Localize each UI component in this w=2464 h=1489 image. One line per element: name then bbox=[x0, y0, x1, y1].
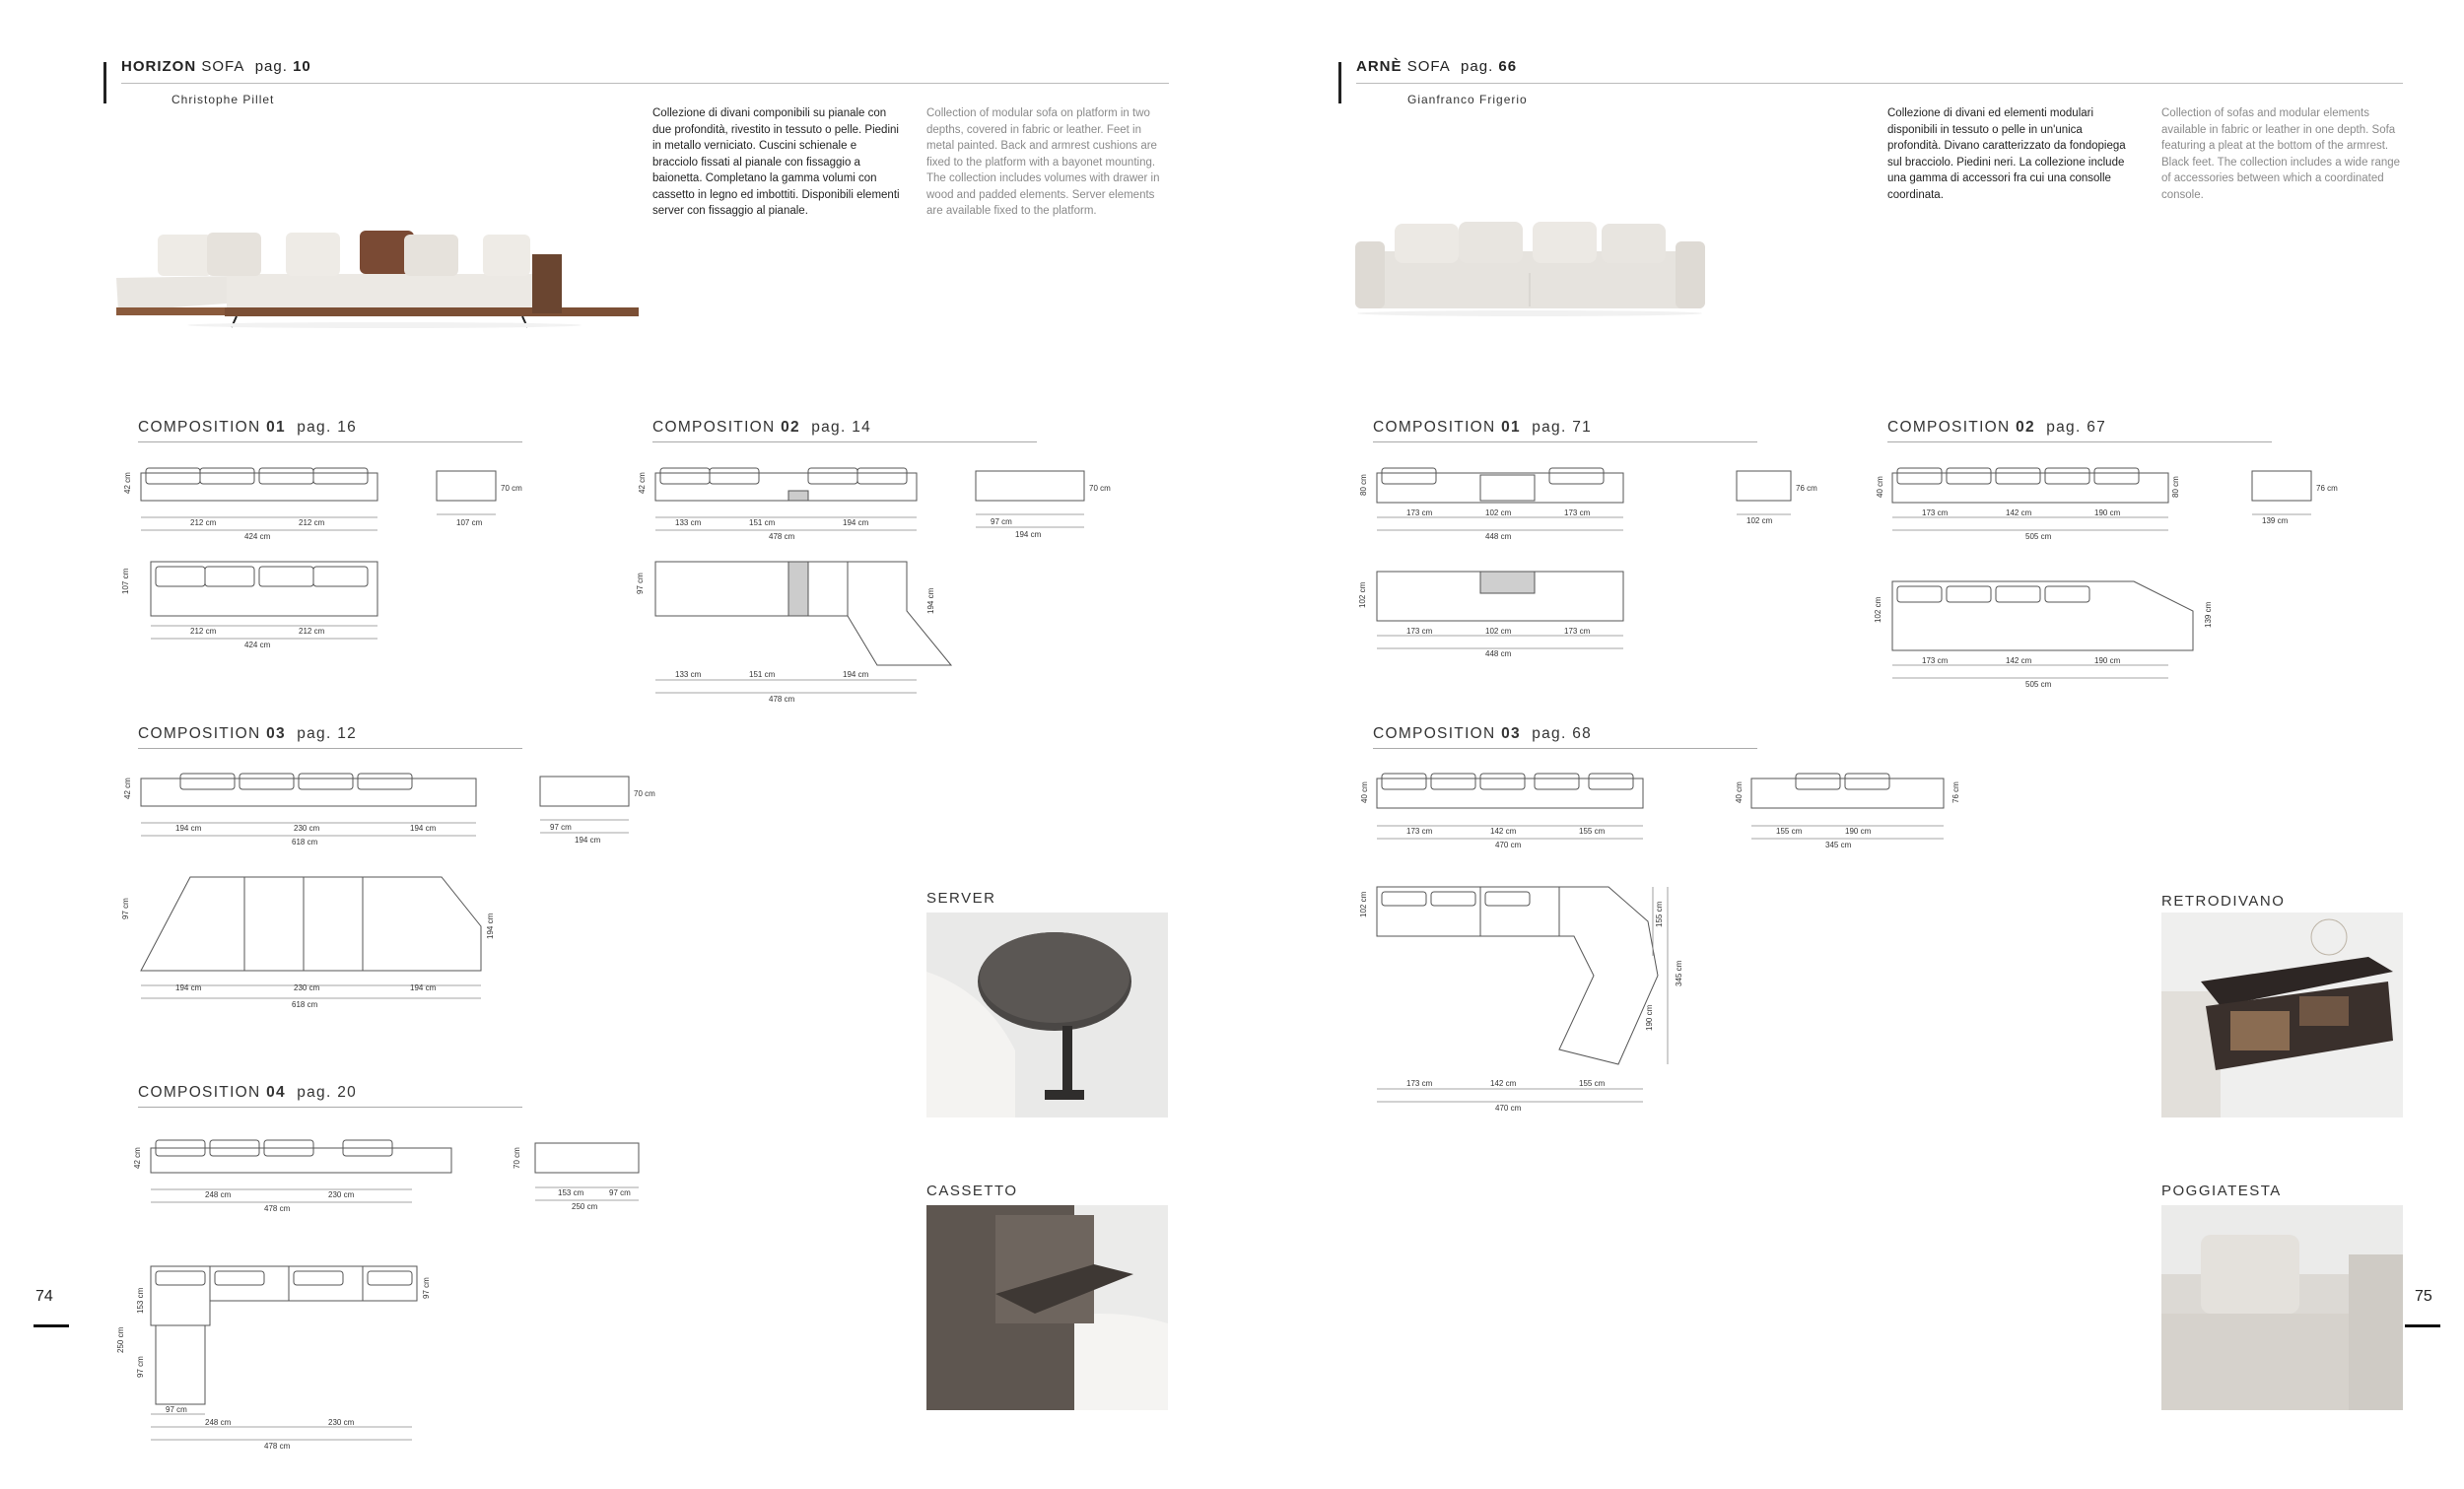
designer-name: Gianfranco Frigerio bbox=[1407, 93, 1528, 106]
svg-text:97 cm: 97 cm bbox=[422, 1277, 431, 1299]
svg-text:194 cm: 194 cm bbox=[575, 836, 601, 845]
composition-rule bbox=[652, 441, 1037, 442]
composition-02-drawings bbox=[631, 463, 1111, 710]
product-name: HORIZON bbox=[121, 58, 197, 75]
svg-text:248 cm: 248 cm bbox=[205, 1190, 232, 1199]
svg-text:40 cm: 40 cm bbox=[1735, 781, 1744, 803]
svg-text:139 cm: 139 cm bbox=[2204, 601, 2213, 628]
poggiatesta-label: POGGIATESTA bbox=[2161, 1183, 2282, 1199]
arne-header bbox=[1356, 58, 1517, 75]
svg-text:173 cm: 173 cm bbox=[1564, 627, 1591, 636]
svg-text:194 cm: 194 cm bbox=[926, 587, 935, 614]
svg-text:142 cm: 142 cm bbox=[1490, 1079, 1517, 1088]
svg-text:248 cm: 248 cm bbox=[205, 1418, 232, 1427]
svg-text:70 cm: 70 cm bbox=[634, 789, 655, 798]
svg-text:133 cm: 133 cm bbox=[675, 518, 702, 527]
svg-text:250 cm: 250 cm bbox=[116, 1326, 125, 1353]
poggiatesta-photo bbox=[2161, 1205, 2403, 1410]
svg-text:97 cm: 97 cm bbox=[636, 573, 645, 594]
retrodivano-label: RETRODIVANO bbox=[2161, 893, 2286, 910]
svg-text:97 cm: 97 cm bbox=[121, 898, 130, 919]
svg-text:194 cm: 194 cm bbox=[486, 913, 495, 939]
svg-text:470 cm: 470 cm bbox=[1495, 1104, 1522, 1113]
svg-text:102 cm: 102 cm bbox=[1358, 581, 1367, 608]
svg-text:102 cm: 102 cm bbox=[1359, 891, 1368, 917]
svg-text:173 cm: 173 cm bbox=[1922, 508, 1949, 517]
cassetto-photo bbox=[926, 1205, 1168, 1410]
svg-text:478 cm: 478 cm bbox=[264, 1442, 291, 1451]
header-rule bbox=[121, 83, 1169, 84]
composition-03-title: COMPOSITION 03 pag. 68 bbox=[1373, 725, 1593, 742]
svg-text:142 cm: 142 cm bbox=[1490, 827, 1517, 836]
composition-01-title: COMPOSITION 01 pag. 71 bbox=[1373, 419, 1593, 436]
svg-text:42 cm: 42 cm bbox=[123, 778, 132, 799]
svg-text:173 cm: 173 cm bbox=[1406, 508, 1433, 517]
horizon-sofa-photo bbox=[108, 217, 572, 330]
svg-text:70 cm: 70 cm bbox=[513, 1147, 521, 1169]
composition-03-drawings bbox=[116, 769, 668, 1025]
svg-text:151 cm: 151 cm bbox=[749, 518, 776, 527]
page-number-right: 75 bbox=[2415, 1288, 2432, 1305]
svg-text:97 cm: 97 cm bbox=[166, 1405, 187, 1414]
svg-text:194 cm: 194 cm bbox=[410, 983, 437, 992]
page-number-rule bbox=[34, 1324, 69, 1327]
header-accent-bar bbox=[103, 62, 106, 103]
composition-03-title: COMPOSITION 03 pag. 12 bbox=[138, 725, 358, 742]
svg-text:107 cm: 107 cm bbox=[456, 518, 483, 527]
svg-text:230 cm: 230 cm bbox=[294, 983, 320, 992]
svg-text:470 cm: 470 cm bbox=[1495, 841, 1522, 849]
pag-number: 66 bbox=[1498, 58, 1518, 75]
svg-text:97 cm: 97 cm bbox=[550, 823, 572, 832]
svg-text:505 cm: 505 cm bbox=[2025, 532, 2052, 541]
svg-text:173 cm: 173 cm bbox=[1406, 1079, 1433, 1088]
svg-text:102 cm: 102 cm bbox=[1485, 508, 1512, 517]
product-type: SOFA bbox=[201, 58, 245, 75]
svg-text:173 cm: 173 cm bbox=[1406, 827, 1433, 836]
svg-text:448 cm: 448 cm bbox=[1485, 649, 1512, 658]
svg-text:70 cm: 70 cm bbox=[1089, 484, 1111, 493]
svg-text:76 cm: 76 cm bbox=[1796, 484, 1817, 493]
composition-rule bbox=[138, 441, 522, 442]
svg-text:142 cm: 142 cm bbox=[2006, 508, 2032, 517]
svg-text:194 cm: 194 cm bbox=[843, 518, 869, 527]
composition-rule bbox=[1373, 748, 1757, 749]
svg-text:250 cm: 250 cm bbox=[572, 1202, 598, 1211]
description-english: Collection of modular sofa on platform in two depths, covered in fabric or leather. Feet in metal painted. Back and armrest cushions are fixed to the platform with a bayonet mounting. The collection includes volumes with drawer in wood and padded elements. Server elements are available fixed to the platform. bbox=[926, 107, 1160, 217]
svg-text:102 cm: 102 cm bbox=[1874, 596, 1882, 623]
composition-rule bbox=[138, 748, 522, 749]
composition-01-title: COMPOSITION 01 pag. 16 bbox=[138, 419, 358, 436]
server-photo bbox=[926, 913, 1168, 1117]
composition-03-drawings bbox=[1352, 769, 1983, 1123]
svg-text:42 cm: 42 cm bbox=[638, 472, 647, 494]
svg-text:80 cm: 80 cm bbox=[2171, 476, 2180, 498]
svg-text:212 cm: 212 cm bbox=[190, 627, 217, 636]
composition-04-title: COMPOSITION 04 pag. 20 bbox=[138, 1084, 358, 1101]
pag-number: 10 bbox=[293, 58, 311, 75]
svg-text:97 cm: 97 cm bbox=[991, 517, 1012, 526]
svg-text:155 cm: 155 cm bbox=[1655, 901, 1664, 927]
svg-text:190 cm: 190 cm bbox=[1845, 827, 1872, 836]
svg-text:230 cm: 230 cm bbox=[328, 1418, 355, 1427]
composition-02-drawings bbox=[1868, 463, 2361, 690]
product-name: ARNÈ bbox=[1356, 58, 1403, 75]
svg-text:230 cm: 230 cm bbox=[294, 824, 320, 833]
svg-text:345 cm: 345 cm bbox=[1825, 841, 1852, 849]
svg-text:155 cm: 155 cm bbox=[1776, 827, 1803, 836]
composition-04-drawings bbox=[116, 1128, 688, 1454]
description-italian: Collezione di divani componibili su pianale con due profondità, rivestito in tessuto o pelle. Piedini in metallo verniciato. Cuscini schienale e bracciolo fissati al pianale con fissaggio a baionetta. Completano la gamma volumi con cassetto in legno ed imbottiti. Disponibili elementi server con fissaggio al pianale. bbox=[652, 107, 900, 217]
svg-text:194 cm: 194 cm bbox=[175, 824, 202, 833]
svg-text:190 cm: 190 cm bbox=[2094, 656, 2121, 665]
svg-text:142 cm: 142 cm bbox=[2006, 656, 2032, 665]
svg-text:448 cm: 448 cm bbox=[1485, 532, 1512, 541]
svg-text:70 cm: 70 cm bbox=[501, 484, 522, 493]
svg-text:76 cm: 76 cm bbox=[1951, 781, 1960, 803]
svg-text:97 cm: 97 cm bbox=[136, 1356, 145, 1378]
svg-text:173 cm: 173 cm bbox=[1406, 627, 1433, 636]
svg-text:212 cm: 212 cm bbox=[299, 518, 325, 527]
svg-text:155 cm: 155 cm bbox=[1579, 827, 1606, 836]
svg-text:618 cm: 618 cm bbox=[292, 838, 318, 846]
svg-text:40 cm: 40 cm bbox=[1876, 476, 1884, 498]
arne-sofa-photo bbox=[1350, 212, 1705, 320]
product-type: SOFA bbox=[1406, 58, 1451, 75]
svg-text:173 cm: 173 cm bbox=[1922, 656, 1949, 665]
svg-text:153 cm: 153 cm bbox=[558, 1188, 584, 1197]
svg-text:194 cm: 194 cm bbox=[410, 824, 437, 833]
description-italian: Collezione di divani ed elementi modulari disponibili in tessuto o pelle in un'unica profondità. Divano caratterizzato da fondopiega sul bracciolo. Piedini neri. La collezione include una gamma di accessori fra cui una consolle coordinata. bbox=[1887, 107, 2126, 201]
svg-text:618 cm: 618 cm bbox=[292, 1000, 318, 1009]
svg-text:173 cm: 173 cm bbox=[1564, 508, 1591, 517]
svg-text:139 cm: 139 cm bbox=[2262, 516, 2289, 525]
composition-02-title: COMPOSITION 02 pag. 14 bbox=[652, 419, 872, 436]
header-accent-bar bbox=[1338, 62, 1341, 103]
svg-text:424 cm: 424 cm bbox=[244, 532, 271, 541]
svg-text:345 cm: 345 cm bbox=[1675, 960, 1683, 986]
description-english: Collection of sofas and modular elements available in fabric or leather in one depth. Sofa featuring a pleat at the bottom of the armrest. Black feet. The collection includes a wide range of accessories between which a coordinated console. bbox=[2161, 107, 2401, 201]
composition-01-drawings bbox=[116, 463, 530, 660]
svg-text:194 cm: 194 cm bbox=[175, 983, 202, 992]
server-label: SERVER bbox=[926, 890, 996, 907]
composition-rule bbox=[1373, 441, 1757, 442]
composition-rule bbox=[1887, 441, 2272, 442]
horizon-header bbox=[121, 58, 311, 75]
composition-rule bbox=[138, 1107, 522, 1108]
svg-text:212 cm: 212 cm bbox=[299, 627, 325, 636]
svg-text:80 cm: 80 cm bbox=[1359, 474, 1368, 496]
svg-text:42 cm: 42 cm bbox=[133, 1147, 142, 1169]
svg-text:107 cm: 107 cm bbox=[121, 568, 130, 594]
svg-text:151 cm: 151 cm bbox=[749, 670, 776, 679]
pag-label: pag. bbox=[254, 58, 288, 75]
svg-text:505 cm: 505 cm bbox=[2025, 680, 2052, 689]
svg-text:102 cm: 102 cm bbox=[1746, 516, 1773, 525]
svg-text:155 cm: 155 cm bbox=[1579, 1079, 1606, 1088]
svg-text:190 cm: 190 cm bbox=[2094, 508, 2121, 517]
designer-name: Christophe Pillet bbox=[171, 93, 275, 106]
svg-text:102 cm: 102 cm bbox=[1485, 627, 1512, 636]
cassetto-label: CASSETTO bbox=[926, 1183, 1018, 1199]
svg-text:478 cm: 478 cm bbox=[264, 1204, 291, 1213]
svg-text:76 cm: 76 cm bbox=[2316, 484, 2338, 493]
svg-text:40 cm: 40 cm bbox=[1360, 781, 1369, 803]
svg-text:133 cm: 133 cm bbox=[675, 670, 702, 679]
svg-text:212 cm: 212 cm bbox=[190, 518, 217, 527]
composition-02-title: COMPOSITION 02 pag. 67 bbox=[1887, 419, 2107, 436]
svg-text:194 cm: 194 cm bbox=[843, 670, 869, 679]
svg-text:190 cm: 190 cm bbox=[1645, 1004, 1654, 1031]
svg-text:97 cm: 97 cm bbox=[609, 1188, 631, 1197]
page-number-left: 74 bbox=[35, 1288, 53, 1305]
header-rule bbox=[1356, 83, 2403, 84]
svg-text:424 cm: 424 cm bbox=[244, 641, 271, 649]
page-number-rule bbox=[2405, 1324, 2440, 1327]
svg-text:194 cm: 194 cm bbox=[1015, 530, 1042, 539]
pag-label: pag. bbox=[1461, 58, 1494, 75]
svg-text:153 cm: 153 cm bbox=[136, 1287, 145, 1314]
svg-text:42 cm: 42 cm bbox=[123, 472, 132, 494]
retrodivano-photo bbox=[2161, 913, 2403, 1117]
composition-01-drawings bbox=[1352, 463, 1825, 670]
svg-text:230 cm: 230 cm bbox=[328, 1190, 355, 1199]
svg-text:478 cm: 478 cm bbox=[769, 532, 795, 541]
svg-text:478 cm: 478 cm bbox=[769, 695, 795, 704]
